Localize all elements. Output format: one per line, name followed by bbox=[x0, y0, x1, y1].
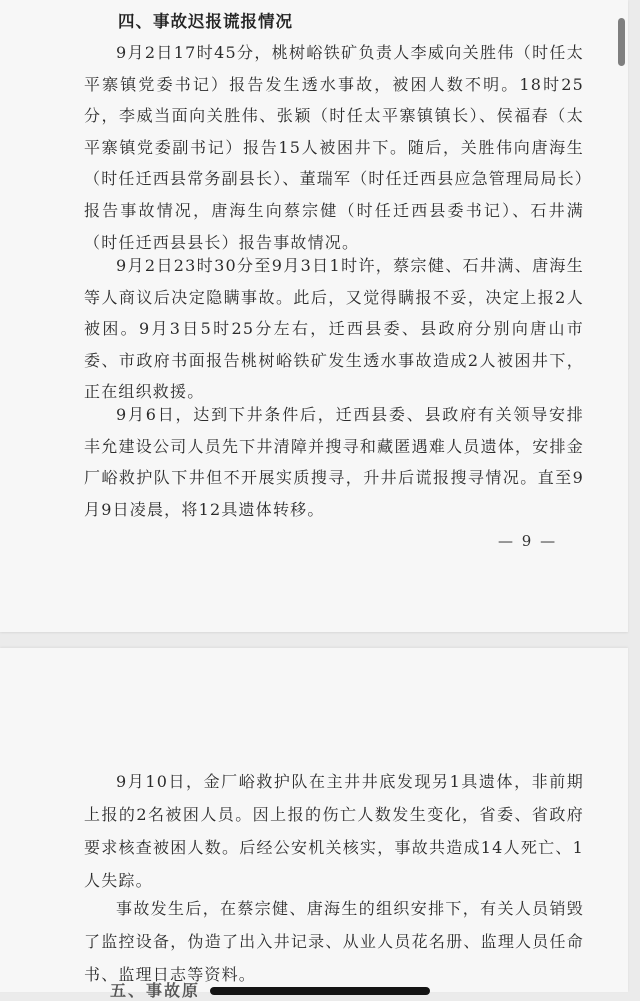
scrollbar-thumb[interactable] bbox=[618, 18, 625, 66]
next-section-heading-cut: 五、事故原 bbox=[110, 981, 201, 1000]
paragraph-concealment-decision: 9月2日23时30分至9月3日1时许，蔡宗健、石井满、唐海生等人商议后决定隐瞒事故。此后，又觉得瞒报不妥，决定上报2人被困。9月3日5时25分左右，迁西县委、县政府分别向唐山市委、市政府书面报告桃树峪铁矿发生透水事故造成2人被困井下，正在组织救援。 bbox=[84, 256, 584, 402]
document-page-lower bbox=[0, 648, 628, 992]
section-heading: 四、事故迟报谎报情况 bbox=[118, 12, 293, 31]
bottom-overlay-bar bbox=[210, 987, 430, 995]
paragraph-casualty-verification: 9月10日，金厂峪救护队在主井井底发现另1具遗体，非前期上报的2名被困人员。因上报的伤亡人数发生变化，省委、省政府要求核查被困人数。后经公安机关核实，事故共造成14人死亡、1人失踪。 bbox=[84, 772, 584, 890]
paragraph-body-concealment: 9月6日，达到下井条件后，迁西县委、县政府有关领导安排丰允建设公司人员先下井清障并搜寻和藏匿遇难人员遗体，安排金厂峪救护队下井但不开展实质搜寻，升井后谎报搜寻情况。直至9月9日凌晨，将12具遗体转移。 bbox=[84, 405, 584, 519]
paragraph-evidence-destruction: 事故发生后，在蔡宗健、唐海生的组织安排下，有关人员销毁了监控设备，伪造了出入井记录、从业人员花名册、监理人员任命书、监理日志等资料。 bbox=[84, 899, 584, 984]
page-number: — 9 — bbox=[498, 532, 558, 550]
paragraph-report-sequence: 9月2日17时45分，桃树峪铁矿负责人李威向关胜伟（时任太平寨镇党委书记）报告发生透水事故，被困人数不明。18时25分，李威当面向关胜伟、张颖（时任太平寨镇镇长）、侯福春（太平寨镇党委副书记）报告15人被困井下。随后，关胜伟向唐海生（时任迁西县常务副县长）、董瑞军（时任迁西县应急管理局局长）报告事故情况，唐海生向蔡宗健（时任迁西县委书记）、石井满（时任迁西县县长）报告事故情况。 bbox=[84, 43, 585, 252]
